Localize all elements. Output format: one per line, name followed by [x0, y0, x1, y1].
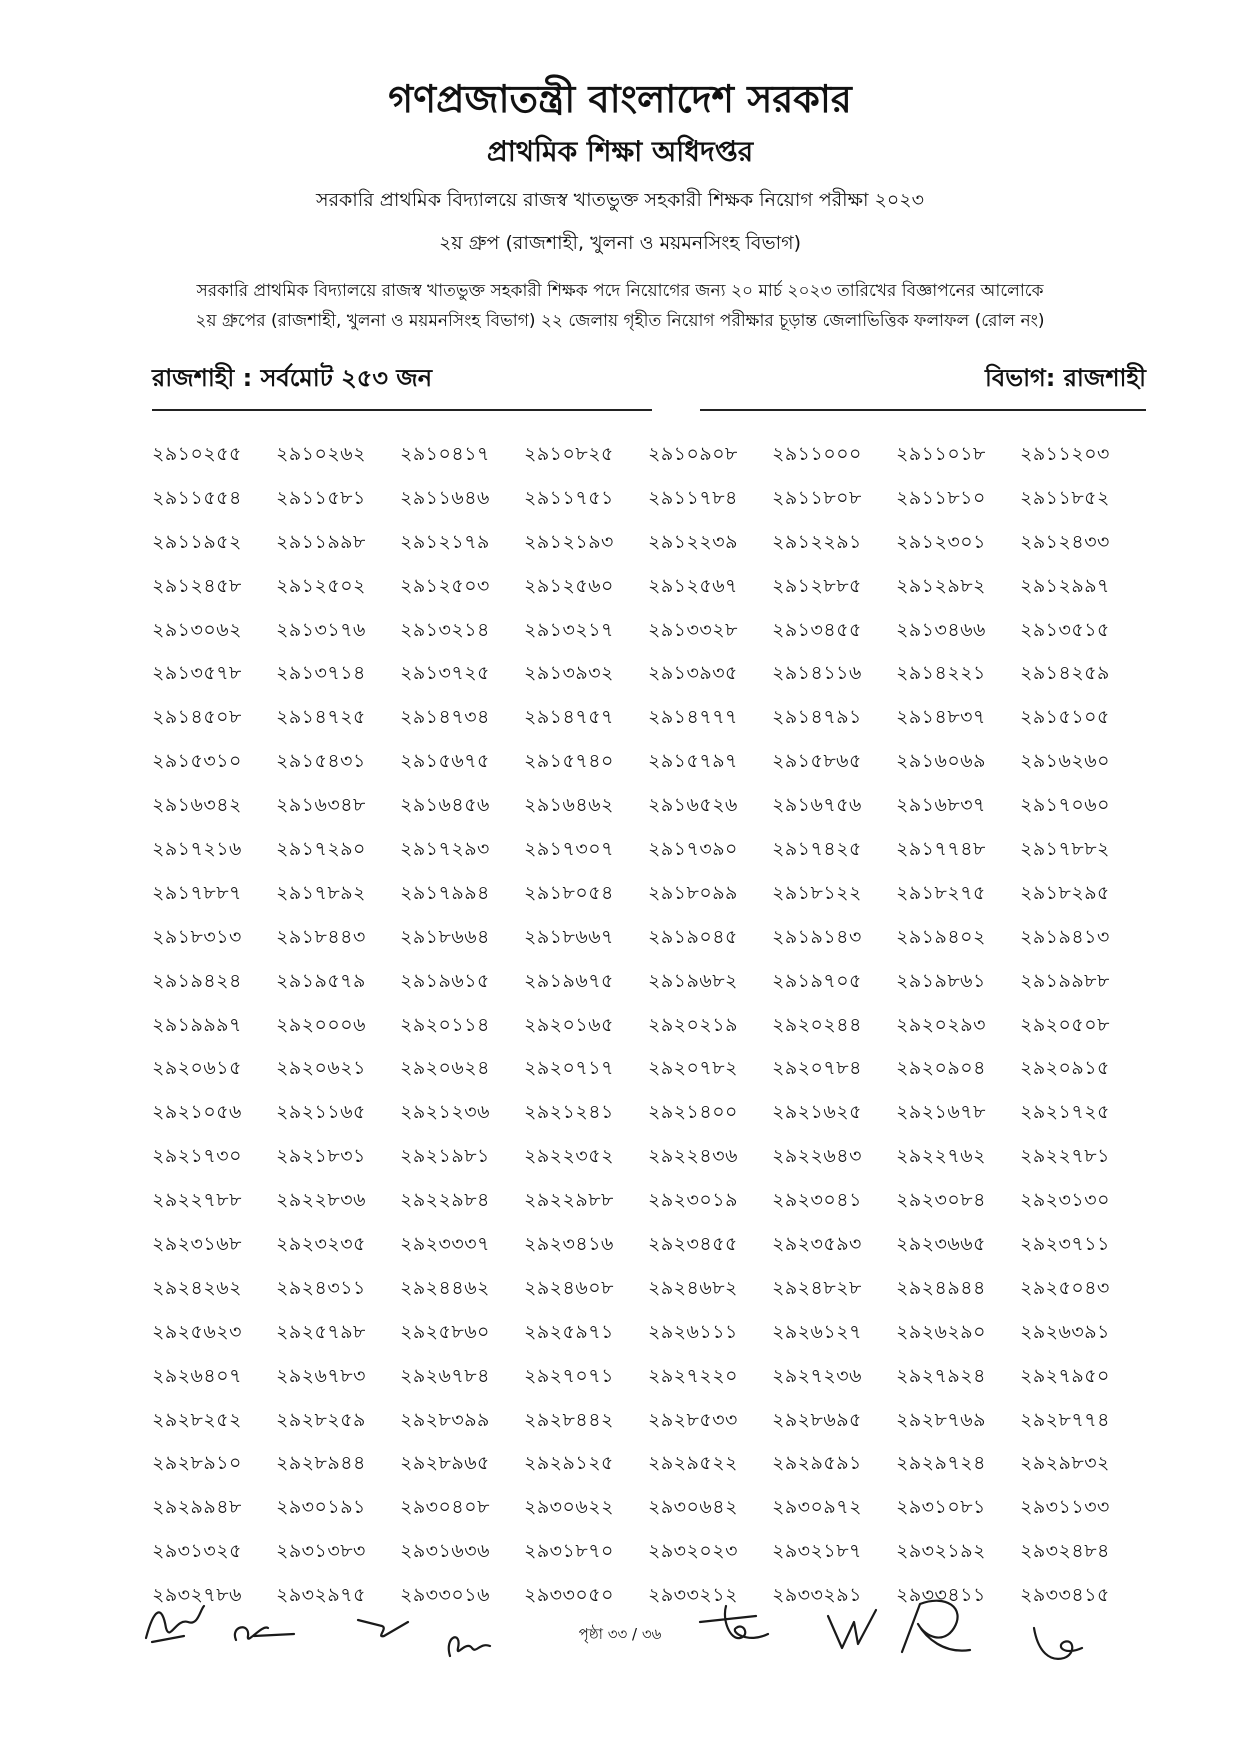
roll-number: ২৯১৯৯৮৮: [1020, 969, 1110, 992]
roll-number: ২৯১৪১১৬: [772, 662, 862, 685]
roll-number: ২৯২০৭৮৪: [772, 1057, 862, 1080]
roll-number: ২৯১৮৩১৩: [152, 925, 242, 948]
roll-number: ২৯১০২৬২: [276, 443, 366, 465]
roll-number: ২৯২৯৫৯১: [772, 1452, 862, 1475]
roll-number: ২৯২৯৫২২: [648, 1452, 738, 1475]
roll-number: ২৯২৫০৪৩: [1020, 1276, 1110, 1299]
roll-number: ২৯১৬৮৩৭: [896, 794, 986, 817]
roll-number: ২৯২৭০৭১: [524, 1364, 614, 1387]
roll-number: ২৯১৪৭৩৪: [400, 706, 490, 729]
intro-line-1: সরকারি প্রাথমিক বিদ্যালয়ে রাজস্ব খাতভুক্ত সহকারী শিক্ষক পদে নিয়োগের জন্য ২০ মার্চ ২০২৩ তারিখের বিজ্ঞাপনের আলোকে: [196, 281, 1044, 301]
roll-number: ২৯১৯৭০৫: [772, 969, 862, 992]
roll-number: ২৯১৯৪০২: [896, 925, 986, 948]
signature-1: [140, 1598, 210, 1650]
directorate-title: প্রাথমিক শিক্ষা অধিদপ্তর: [486, 135, 754, 168]
roll-number: ২৯২০১১৪: [400, 1013, 490, 1036]
roll-number: ২৯৩০৬৪২: [648, 1496, 738, 1519]
roll-number: ২৯৩৩০৫০: [524, 1584, 614, 1607]
roll-number: ২৯১৩৪৬৬: [896, 618, 986, 641]
roll-number: ২৯২০৬১৫: [152, 1057, 242, 1080]
roll-number: ২৯২৮৭৬৯: [896, 1408, 986, 1431]
roll-number: ২৯২০৯১৫: [1020, 1057, 1110, 1080]
roll-number: ২৯৩২১৮৭: [772, 1540, 862, 1563]
roll-number: ২৯১৯৯৯৭: [152, 1013, 242, 1036]
roll-number: ২৯২৭৯৫০: [1020, 1364, 1110, 1387]
divider-left: [152, 409, 652, 411]
roll-number: ২৯৩২৭৮৬: [152, 1584, 242, 1607]
roll-number: ২৯২১৭২৫: [1020, 1101, 1110, 1124]
roll-number: ২৯১৬৪৫৬: [400, 794, 490, 817]
roll-number: ২৯১২৫৬০: [524, 574, 614, 597]
roll-number: ২৯২৬১১১: [648, 1320, 738, 1343]
signature-7: [896, 1594, 976, 1660]
division-label: বিভাগ: রাজশাহী: [984, 364, 1146, 392]
roll-number: ২৯২১২৩৬: [400, 1101, 490, 1124]
signature-4: [440, 1618, 500, 1662]
roll-number: ২৯১৩৪৫৫: [772, 618, 862, 641]
roll-number: ২৯১৮২৯৫: [1020, 881, 1110, 904]
roll-number: ২৯১৭৮৯২: [276, 881, 366, 904]
roll-number: ২৯২০২৪৪: [772, 1013, 862, 1036]
roll-number: ২৯২২৬৪৩: [772, 1145, 862, 1168]
roll-number: ২৯১৪৭৭৭: [648, 706, 738, 729]
roll-number: ২৯২৪৯৪৪: [896, 1276, 986, 1299]
roll-number: ২৯২৬১২৭: [772, 1320, 862, 1343]
roll-number: ২৯১৪৫০৮: [152, 706, 242, 729]
roll-number: ২৯২৩৫৯৩: [772, 1233, 862, 1256]
roll-number: ২৯৩৩৪১১: [896, 1584, 986, 1607]
roll-number: ২৯১৩২১৪: [400, 618, 490, 641]
roll-number: ২৯১৭৩৯০: [648, 838, 738, 861]
roll-number: ২৯১২৯৮২: [896, 574, 986, 597]
roll-number: ২৯১৮০৯৯: [648, 881, 738, 904]
roll-number: ২৯২০৭১৭: [524, 1057, 614, 1080]
roll-number: ২৯১১০১৮: [896, 443, 986, 465]
roll-number: ২৯১৩৫৭৮: [152, 662, 242, 685]
exam-title: সরকারি প্রাথমিক বিদ্যালয়ে রাজস্ব খাতভুক্ত সহকারী শিক্ষক নিয়োগ পরীক্ষা ২০২৩: [316, 189, 924, 211]
roll-number: ২৯২৮২৫৯: [276, 1408, 366, 1431]
roll-number: ২৯২৩৩৩৭: [400, 1233, 490, 1256]
roll-number: ২৯১৯৮৬১: [896, 969, 986, 992]
roll-number: ২৯১৫১০৫: [1020, 706, 1110, 729]
roll-number: ২৯২৭২৩৬: [772, 1364, 862, 1387]
roll-number: ২৯১৮০৫৪: [524, 881, 614, 904]
roll-number: ২৯১৭৪২৫: [772, 838, 862, 861]
government-title: গণপ্রজাতন্ত্রী বাংলাদেশ সরকার: [388, 77, 852, 121]
roll-number: ২৯১৩২১৭: [524, 618, 614, 641]
roll-number: ২৯৩১৩৮৩: [276, 1540, 366, 1563]
roll-number: ২৯১৬৩৪৮: [276, 794, 366, 817]
roll-number: ২৯২২৯৮৪: [400, 1189, 490, 1212]
roll-number: ২৯১৫৭৪০: [524, 750, 614, 773]
roll-number: ২৯১১৫৮১: [276, 486, 366, 509]
roll-number: ২৯২০৫০৮: [1020, 1013, 1110, 1036]
roll-number: ২৯২২৪৩৬: [648, 1145, 738, 1168]
roll-number: ২৯২৩৬৬৫: [896, 1233, 986, 1256]
roll-number: ২৯২২৯৮৮: [524, 1189, 614, 1212]
roll-number: ২৯১৬৫২৬: [648, 794, 738, 817]
roll-number: ২৯১১৮৫২: [1020, 486, 1110, 509]
roll-number: ২৯১২১৯৩: [524, 530, 614, 553]
roll-number: ২৯১৬০৬৯: [896, 750, 986, 773]
roll-number: ২৯১১৯৯৮: [276, 530, 366, 553]
roll-number: ২৯৩১০৮১: [896, 1496, 986, 1519]
roll-number: ২৯১২৫০৩: [400, 574, 490, 597]
roll-number: ২৯২৯৮৩২: [1020, 1452, 1110, 1475]
roll-number: ২৯২৮৯১০: [152, 1452, 242, 1475]
roll-number: ২৯১৪২৫৯: [1020, 662, 1110, 685]
roll-number: ২৯১৩৭২৫: [400, 662, 490, 685]
roll-number: ২৯১৭২৯০: [276, 838, 366, 861]
roll-number: ২৯১৪৭৫৭: [524, 706, 614, 729]
roll-number: ২৯২১১৬৫: [276, 1101, 366, 1124]
roll-number: ২৯২১২৪১: [524, 1101, 614, 1124]
roll-number: ২৯২৬২৯০: [896, 1320, 986, 1343]
roll-number: ২৯১৩৫১৫: [1020, 618, 1110, 641]
roll-number: ২৯১৯০৪৫: [648, 925, 738, 948]
roll-number: ২৯১৬২৬০: [1020, 750, 1110, 773]
group-title: ২য় গ্রুপ (রাজশাহী, খুলনা ও ময়মনসিংহ বিভাগ): [439, 232, 801, 254]
roll-number: ২৯২৪৬৮২: [648, 1276, 738, 1299]
roll-number: ২৯২২৭৮৮: [152, 1189, 242, 1212]
roll-number: ২৯৩০১৯১: [276, 1496, 366, 1519]
roll-number: ২৯২৫৮৬০: [400, 1320, 490, 1343]
roll-number: ২৯১৯৬৭৫: [524, 969, 614, 992]
district-summary: রাজশাহী : সর্বমোট ২৫৩ জন: [152, 364, 433, 392]
intro-line-2: ২য় গ্রুপের (রাজশাহী, খুলনা ও ময়মনসিংহ বিভাগ) ২২ জেলায় গৃহীত নিয়োগ পরীক্ষার চূড়ান্ত জেলাভিত্তিক ফলাফল (রোল নং): [195, 311, 1045, 331]
roll-number: ২৯১১৯৫২: [152, 530, 242, 553]
roll-number: ২৯১৩৯৩৫: [648, 662, 738, 685]
roll-number: ২৯৩৩২৯১: [772, 1584, 862, 1607]
roll-number: ২৯১০৮২৫: [524, 443, 614, 465]
roll-number: ২৯১২২৩৯: [648, 530, 738, 553]
roll-number: ২৯১১৭৫১: [524, 486, 614, 509]
roll-number: ২৯১২৪৫৮: [152, 574, 242, 597]
roll-number-grid: [152, 440, 1142, 1625]
roll-number: ২৯১৯৪১৩: [1020, 925, 1110, 948]
divider-right: [700, 409, 1146, 411]
roll-number: ২৯২৮৩৯৯: [400, 1408, 490, 1431]
roll-number: ২৯১৫৮৬৫: [772, 750, 862, 773]
signature-6: [822, 1604, 882, 1658]
roll-number: ২৯২১৬২৫: [772, 1101, 862, 1124]
roll-number: ২৯২১৯৮১: [400, 1145, 490, 1168]
roll-number: ২৯২২৩৫২: [524, 1145, 614, 1168]
roll-number: ২৯২২৭৮১: [1020, 1145, 1110, 1168]
roll-number: ২৯৩২৯৭৫: [276, 1584, 366, 1607]
roll-number: ২৯২০৭৮২: [648, 1057, 738, 1080]
roll-number: ২৯৩২১৯২: [896, 1540, 986, 1563]
roll-number: ২৯১৪৭৯১: [772, 706, 862, 729]
roll-number: ২৯১৩০৬২: [152, 618, 242, 641]
roll-number: ২৯১৭৭৪৮: [896, 838, 986, 861]
signature-8: [1030, 1618, 1090, 1666]
roll-number: ২৯২৩৪৫৫: [648, 1233, 738, 1256]
roll-number: ২৯২৯৯৪৮: [152, 1496, 242, 1519]
roll-number: ২৯২০৯০৪: [896, 1057, 986, 1080]
roll-number: ২৯২৫৯৭১: [524, 1320, 614, 1343]
roll-number: ২৯২৮৪৪২: [524, 1408, 614, 1431]
roll-number: ২৯১১২০৩: [1020, 443, 1110, 465]
roll-number: ২৯১২১৭৯: [400, 530, 490, 553]
roll-number: ২৯১১৮০৮: [772, 486, 862, 509]
roll-number: ২৯১৬৭৫৬: [772, 794, 862, 817]
roll-number: ২৯২৩০১৯: [648, 1189, 738, 1212]
roll-number: ২৯১৭২১৬: [152, 838, 242, 861]
roll-number: ২৯১৯৬৮২: [648, 969, 738, 992]
roll-number: ২৯১৮১২২: [772, 881, 862, 904]
roll-number: ২৯২৬৭৮৩: [276, 1364, 366, 1387]
roll-number: ২৯২৮৯৪৪: [276, 1452, 366, 1475]
roll-number: ২৯১০২৫৫: [152, 443, 242, 465]
roll-number: ২৯৩০৯৭২: [772, 1496, 862, 1519]
roll-number: ২৯১৩৩২৮: [648, 618, 738, 641]
roll-number: ২৯১২৯৯৭: [1020, 574, 1110, 597]
roll-number: ২৯২১৮৩১: [276, 1145, 366, 1168]
roll-number: ২৯৩২০২৩: [648, 1540, 738, 1563]
roll-number: ২৯২৩৭১১: [1020, 1233, 1110, 1256]
roll-number: ২৯২৮৭৭৪: [1020, 1408, 1110, 1431]
roll-number: ২৯১৮৬৬৪: [400, 925, 490, 948]
signature-5: [696, 1600, 776, 1652]
roll-number: ২৯২৪২৬২: [152, 1276, 242, 1299]
roll-number: ২৯২৮৬৯৫: [772, 1408, 862, 1431]
roll-number: ২৯২৩১৬৮: [152, 1233, 242, 1256]
roll-number: ২৯১৯১৪৩: [772, 925, 862, 948]
roll-number: ২৯২৯১২৫: [524, 1452, 614, 1475]
roll-number: ২৯১৭২৯৩: [400, 838, 490, 861]
roll-number: ২৯২৮৫৩৩: [648, 1408, 738, 1431]
roll-number: ২৯১৯৫৭৯: [276, 969, 366, 992]
roll-number: ২৯২৫৭৯৮: [276, 1320, 366, 1343]
roll-number: ২৯১১৭৮৪: [648, 486, 738, 509]
roll-number: ২৯১২৫০২: [276, 574, 366, 597]
roll-number: ২৯১৫৩১০: [152, 750, 242, 773]
roll-number: ২৯২০২১৯: [648, 1013, 738, 1036]
roll-number: ২৯৩১১৩৩: [1020, 1496, 1110, 1519]
roll-number: ২৯২২৭৬২: [896, 1145, 986, 1168]
roll-number: ২৯৩১৮৭০: [524, 1540, 614, 1563]
roll-number: ২৯৩০৬২২: [524, 1496, 614, 1519]
roll-number: ২৯১২৩০১: [896, 530, 986, 553]
roll-number: ২৯২০০০৬: [276, 1013, 366, 1036]
roll-number: ২৯২০৬২১: [276, 1057, 366, 1080]
roll-number: ২৯২৪৩১১: [276, 1276, 366, 1299]
roll-number: ২৯২০২৯৩: [896, 1013, 986, 1036]
roll-number: ২৯৩১৩২৫: [152, 1540, 242, 1563]
roll-number: ২৯১৪২২১: [896, 662, 986, 685]
roll-number: ২৯১৭৩০৭: [524, 838, 614, 861]
roll-number: ২৯২৩০৮৪: [896, 1189, 986, 1212]
roll-number: ২৯২৩৪১৬: [524, 1233, 614, 1256]
roll-number: ২৯১১৬৪৬: [400, 486, 490, 509]
roll-number: ২৯১২২৯১: [772, 530, 862, 553]
roll-number: ২৯৩৩২১২: [648, 1584, 738, 1607]
roll-number: ২৯২১০৫৬: [152, 1101, 242, 1124]
roll-number: ২৯২৩১৩০: [1020, 1189, 1110, 1212]
roll-number: ২৯১১৮১০: [896, 486, 986, 509]
roll-number: ২৯২৯৭২৪: [896, 1452, 986, 1475]
roll-number: ২৯১৭০৬০: [1020, 794, 1110, 817]
roll-number: ২৯১৩৯৩২: [524, 662, 614, 685]
roll-number: ২৯৩২৪৮৪: [1020, 1540, 1110, 1563]
roll-number: ২৯২৪৪৬২: [400, 1276, 490, 1299]
page-number: পৃষ্ঠা ৩৩ / ৩৬: [578, 1625, 662, 1643]
roll-number: ২৯২৪৬০৮: [524, 1276, 614, 1299]
roll-number: ২৯১৩৭১৪: [276, 662, 366, 685]
roll-number: ২৯১৮৬৬৭: [524, 925, 614, 948]
roll-number: ২৯২১৬৭৮: [896, 1101, 986, 1124]
roll-number: ২৯১৯৬১৫: [400, 969, 490, 992]
intro-text: [0, 276, 1240, 336]
roll-number: ২৯৩৩০১৬: [400, 1584, 490, 1607]
roll-number: ২৯১৮৪৪৩: [276, 925, 366, 948]
roll-number: ২৯৩৩৪১৫: [1020, 1584, 1110, 1607]
roll-number: ২৯১০৯০৮: [648, 443, 738, 465]
roll-number: ২৯২৩০৪১: [772, 1189, 862, 1212]
roll-number: ২৯২৮৯৬৫: [400, 1452, 490, 1475]
roll-number: ২৯২৭৯২৪: [896, 1364, 986, 1387]
roll-number: ২৯১৮২৭৫: [896, 881, 986, 904]
roll-number: ২৯২২৮৩৬: [276, 1189, 366, 1212]
signature-2: [228, 1612, 298, 1652]
roll-number: ২৯২১৭৩০: [152, 1145, 242, 1168]
roll-number: ২৯২৭২২০: [648, 1364, 738, 1387]
roll-number: ২৯২০৬২৪: [400, 1057, 490, 1080]
roll-number: ২৯১৫৭৯৭: [648, 750, 738, 773]
roll-number: ২৯২৪৮২৮: [772, 1276, 862, 1299]
roll-number: ২৯১২৪৩৩: [1020, 530, 1110, 553]
roll-number: ২৯১১৫৫৪: [152, 486, 242, 509]
roll-number: ২৯১২৫৬৭: [648, 574, 738, 597]
roll-number: ২৯২১৪০০: [648, 1101, 738, 1124]
roll-number: ২৯১৬৪৬২: [524, 794, 614, 817]
roll-number: ২৯২০১৬৫: [524, 1013, 614, 1036]
roll-number: ২৯১৭৮৮৭: [152, 881, 242, 904]
roll-number: ২৯৩১৬৩৬: [400, 1540, 490, 1563]
roll-number: ২৯১৬৩৪২: [152, 794, 242, 817]
roll-number: ২৯১৭৮৮২: [1020, 838, 1110, 861]
roll-number: ২৯১২৮৮৫: [772, 574, 862, 597]
roll-number: ২৯২৩২৩৫: [276, 1233, 366, 1256]
signature-3: [354, 1612, 414, 1646]
roll-number: ২৯২৮২৫২: [152, 1408, 242, 1431]
roll-number: ২৯২৫৬২৩: [152, 1320, 242, 1343]
roll-number: ২৯২৬৭৮৪: [400, 1364, 490, 1387]
roll-number: ২৯৩০৪০৮: [400, 1496, 490, 1519]
roll-number: ২৯১৯৪২৪: [152, 969, 242, 992]
roll-number: ২৯১৭৯৯৪: [400, 881, 490, 904]
roll-number: ২৯১৫৪৩১: [276, 750, 366, 773]
roll-number: ২৯১৩১৭৬: [276, 618, 366, 641]
roll-number: ২৯১১০০০: [772, 443, 862, 465]
roll-number: ২৯১৪৮৩৭: [896, 706, 986, 729]
roll-number: ২৯২৬৪০৭: [152, 1364, 242, 1387]
roll-number: ২৯১৪৭২৫: [276, 706, 366, 729]
roll-number: ২৯১০৪১৭: [400, 443, 490, 465]
roll-number: ২৯২৬৩৯১: [1020, 1320, 1110, 1343]
roll-number: ২৯১৫৬৭৫: [400, 750, 490, 773]
